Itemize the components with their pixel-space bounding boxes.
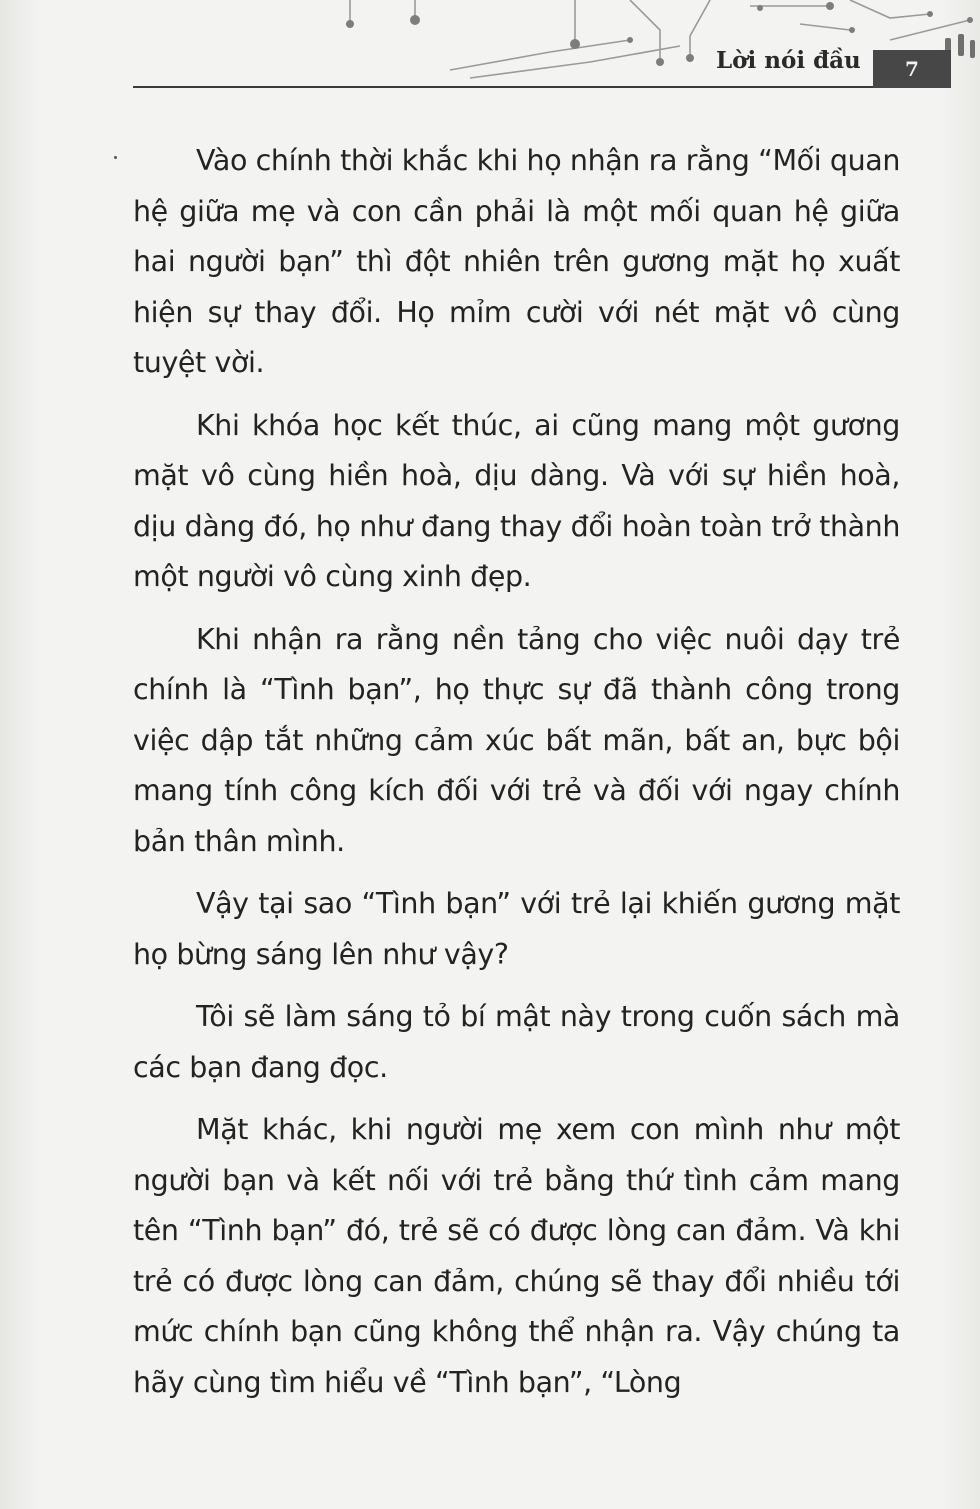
running-title: Lời nói đầu [716,47,861,74]
paragraph-3: Khi nhận ra rằng nền tảng cho việc nuôi dạy trẻ chính là “Tình bạn”, họ thực sự đã thành công trong việc dập tắt những cảm xúc bất mãn, bất an, bực bội mang tính công kích đối với trẻ và đối với ngay chính bản thân mình. [133,622,900,858]
paragraph-2: Khi khóa học kết thúc, ai cũng mang một gương mặt vô cùng hiền hoà, dịu dàng. Và với sự hiền hoà, dịu dàng đó, họ như đang thay đổi hoàn toàn trở thành một người vô cùng xinh đẹp. [133,408,900,593]
paragraph-6: Mặt khác, khi người mẹ xem con mình như một người bạn và kết nối với trẻ bằng thứ tình cảm mang tên “Tình bạn” đó, trẻ sẽ có được lòng can đảm. Và khi trẻ có được lòng can đảm, chúng sẽ thay đổi nhiều tới mức chính bạn cũng không thể nhận ra. Vậy chúng ta hãy cùng tìm hiểu về “Tình bạn”, “Lòng [133,1113,900,1399]
header-rule [133,86,873,88]
paragraph-5: Tôi sẽ làm sáng tỏ bí mật này trong cuốn sách mà các bạn đang đọc. [133,1000,900,1084]
margin-speck [114,156,117,159]
paragraph-4: Vậy tại sao “Tình bạn” với trẻ lại khiến gương mặt họ bừng sáng lên như vậy? [133,887,900,971]
page-number: 7 [873,50,951,88]
body-text [133,136,900,1420]
paragraph-1: Vào chính thời khắc khi họ nhận ra rằng “Mối quan hệ giữa mẹ và con cần phải là một mối quan hệ giữa hai người bạn” thì đột nhiên trên gương mặt họ xuất hiện sự thay đổi. Họ mỉm cười với nét mặt vô cùng tuyệt vời. [133,144,900,379]
